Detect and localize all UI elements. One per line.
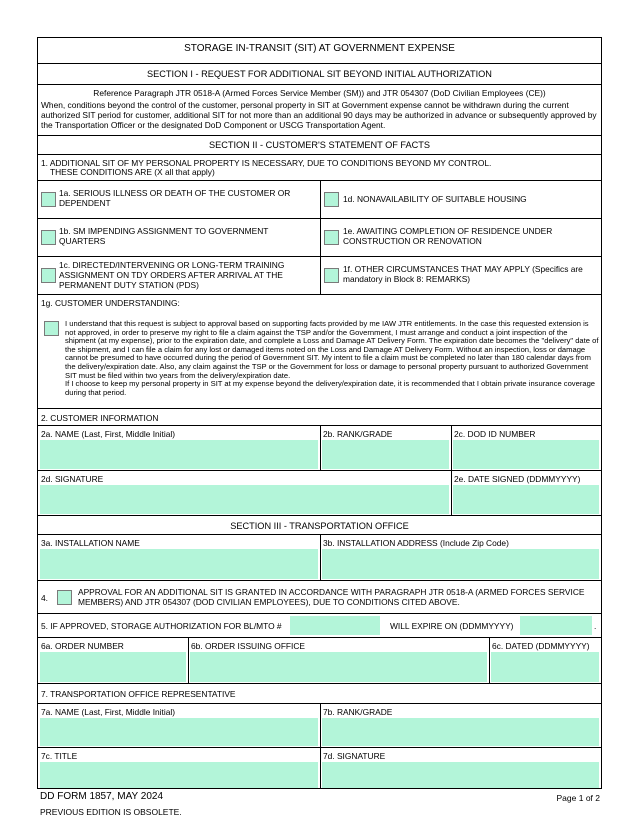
label-5: 5. IF APPROVED, STORAGE AUTHORIZATION FOR BL/MTO # (41, 621, 282, 631)
page-number: Page 1 of 2 (556, 793, 600, 803)
checkbox-1d[interactable] (324, 192, 339, 207)
checkbox-1g[interactable] (44, 321, 59, 336)
item1-subtext: THESE CONDITIONS ARE (X all that apply) (50, 167, 215, 177)
item1-row (38, 154, 601, 180)
item5-row (38, 613, 601, 637)
item4-number: 4. (41, 593, 48, 603)
rep-name-field[interactable] (40, 718, 318, 746)
option-1e-label: 1e. AWAITING COMPLETION OF RESIDENCE UNDER CONSTRUCTION OR RENOVATION (343, 226, 553, 246)
label-2d: 2d. SIGNATURE (41, 474, 104, 484)
row-2abc (38, 425, 601, 470)
rep-title-field[interactable] (40, 762, 318, 788)
row-2de (38, 470, 601, 515)
section1-heading-row (38, 63, 601, 84)
row-3ab (38, 534, 601, 580)
label-3a: 3a. INSTALLATION NAME (41, 538, 140, 548)
item1-text: 1. ADDITIONAL SIT OF MY PERSONAL PROPERTY IS NECESSARY, DUE TO CONDITIONS BEYOND MY CONTROL. (41, 158, 492, 168)
dod-id-field[interactable] (453, 440, 599, 469)
order-issuing-office-field[interactable] (190, 652, 487, 682)
options-row-2 (38, 218, 601, 256)
option-1d-label: 1d. NONAVAILABILITY OF SUITABLE HOUSING (343, 194, 527, 204)
label-7: 7. TRANSPORTATION OFFICE REPRESENTATIVE (41, 689, 236, 699)
form-title: STORAGE IN-TRANSIT (SIT) AT GOVERNMENT EXPENSE (184, 43, 455, 54)
item7-row (38, 683, 601, 703)
bl-mto-field[interactable] (290, 616, 380, 635)
option-1f-label: 1f. OTHER CIRCUMSTANCES THAT MAY APPLY (Specifics are mandatory in Block 8: REMARKS) (343, 264, 583, 284)
signature-field[interactable] (40, 485, 449, 514)
name-field[interactable] (40, 440, 318, 469)
period-mark: . (594, 621, 597, 631)
previous-edition-note: PREVIOUS EDITION IS OBSOLETE. (40, 807, 182, 817)
section3-heading-row (38, 515, 601, 534)
customer-understanding-row (38, 294, 601, 408)
label-2a: 2a. NAME (Last, First, Middle Initial) (41, 429, 176, 439)
label-3b: 3b. INSTALLATION ADDRESS (Include Zip Code) (323, 538, 509, 548)
item4-row (38, 580, 601, 613)
option-1b-label: 1b. SM IMPENDING ASSIGNMENT TO GOVERNMENT QUARTERS (59, 226, 269, 246)
row-7cd (38, 747, 601, 789)
installation-address-field[interactable] (322, 549, 599, 579)
checkbox-1e[interactable] (324, 230, 339, 245)
label-6c: 6c. DATED (DDMMYYYY) (492, 641, 590, 651)
label-6a: 6a. ORDER NUMBER (41, 641, 124, 651)
reference-text: Reference Paragraph JTR 0518-A (Armed Forces Service Member (SM)) and JTR 054307 (DoD Civilian Employees (CE)) (93, 88, 546, 98)
item4-text: APPROVAL FOR AN ADDITIONAL SIT IS GRANTED IN ACCORDANCE WITH PARAGRAPH JTR 0518-A (ARMED FORCES SERVICE MEMBERS) AND JTR 054307 (DOD CIVILIAN EMPLOYEES), DUE TO CONDITIONS CITED ABOVE. (78, 587, 585, 607)
label-1g: 1g. CUSTOMER UNDERSTANDING: (41, 298, 180, 308)
label-7a: 7a. NAME (Last, First, Middle Initial) (41, 707, 176, 717)
installation-name-field[interactable] (40, 549, 318, 579)
label-2b: 2b. RANK/GRADE (323, 429, 393, 439)
form-id: DD FORM 1857, MAY 2024 (40, 791, 164, 802)
label-expire: WILL EXPIRE ON (DDMMYYYY) (390, 621, 514, 631)
order-number-field[interactable] (40, 652, 186, 682)
checkbox-1f[interactable] (324, 268, 339, 283)
section1-heading: SECTION I - REQUEST FOR ADDITIONAL SIT BEYOND INITIAL AUTHORIZATION (147, 69, 492, 79)
intro-text: When, conditions beyond the control of the customer, personal property in SIT at Government expense cannot be withdrawn during the current authorized SIT period for customer, additional SIT for not more than an additional 90 days may be authorized in advance or subsequently approved by the Transportation Officer or the designated DoD Component or USCG Transportation Agent. (41, 100, 597, 130)
form-frame (37, 37, 602, 789)
rep-signature-field[interactable] (322, 762, 599, 788)
label-2: 2. CUSTOMER INFORMATION (41, 413, 159, 423)
label-7c: 7c. TITLE (41, 751, 78, 761)
row-7ab (38, 703, 601, 747)
section1-body (38, 84, 601, 135)
label-2e: 2e. DATE SIGNED (DDMMYYYY) (454, 474, 581, 484)
options-row-1 (38, 180, 601, 218)
expire-date-field[interactable] (520, 616, 592, 635)
row-6abc (38, 637, 601, 683)
label-2c: 2c. DOD ID NUMBER (454, 429, 536, 439)
customer-info-row (38, 408, 601, 425)
checkbox-4[interactable] (57, 590, 72, 605)
label-6b: 6b. ORDER ISSUING OFFICE (191, 641, 306, 651)
label-7d: 7d. SIGNATURE (323, 751, 386, 761)
option-1c-label: 1c. DIRECTED/INTERVENING OR LONG-TERM TRAINING ASSIGNMENT ON TDY ORDERS AFTER ARRIVAL AT THE PERMANENT DUTY STATION (PDS) (59, 260, 285, 290)
checkbox-1b[interactable] (41, 230, 56, 245)
rank-grade-field[interactable] (322, 440, 449, 469)
section3-heading: SECTION III - TRANSPORTATION OFFICE (230, 521, 409, 531)
order-dated-field[interactable] (491, 652, 599, 682)
label-7b: 7b. RANK/GRADE (323, 707, 393, 717)
section2-heading-row (38, 135, 601, 154)
section2-heading: SECTION II - CUSTOMER'S STATEMENT OF FACTS (208, 140, 431, 150)
understanding-text: I understand that this request is subject to approval based on supporting facts provided by me IAW JTR entitlements. In the case this requested extension is not approved, in order to preserve my right to file a claim against the TSP and/or the Government, I must arrange and conduct a joint inspection of the shipment (at my expense), prior to the expiration date, and complete a Loss and Damage AT Delivery Form. The expiration date becomes the "delivery" date of the shipment, and I can file a claim for any lost or damaged items noted on the Loss and Damage AT Delivery Form. Without an inspection, loss or damage cannot be presumed to have occurred during the period of Government SIT. My intent to file a claim must be completed no later than 180 calendar days from the delivery/expiration date. Also, any claim against the TSP or the Government for loss or damage to personal property pursuant to authorized Government SIT must be filed within two years from the delivery/expiration date. If I choose to keep my personal property in SIT at my expense beyond the delivery/expiration date, it is recommended that I obtain private insurance coverage during that period. (65, 319, 599, 397)
rep-rank-grade-field[interactable] (322, 718, 599, 746)
date-signed-field[interactable] (453, 485, 599, 514)
options-row-3 (38, 256, 601, 294)
option-1a-label: 1a. SERIOUS ILLNESS OR DEATH OF THE CUSTOMER OR DEPENDENT (59, 188, 291, 208)
checkbox-1c[interactable] (41, 268, 56, 283)
checkbox-1a[interactable] (41, 192, 56, 207)
